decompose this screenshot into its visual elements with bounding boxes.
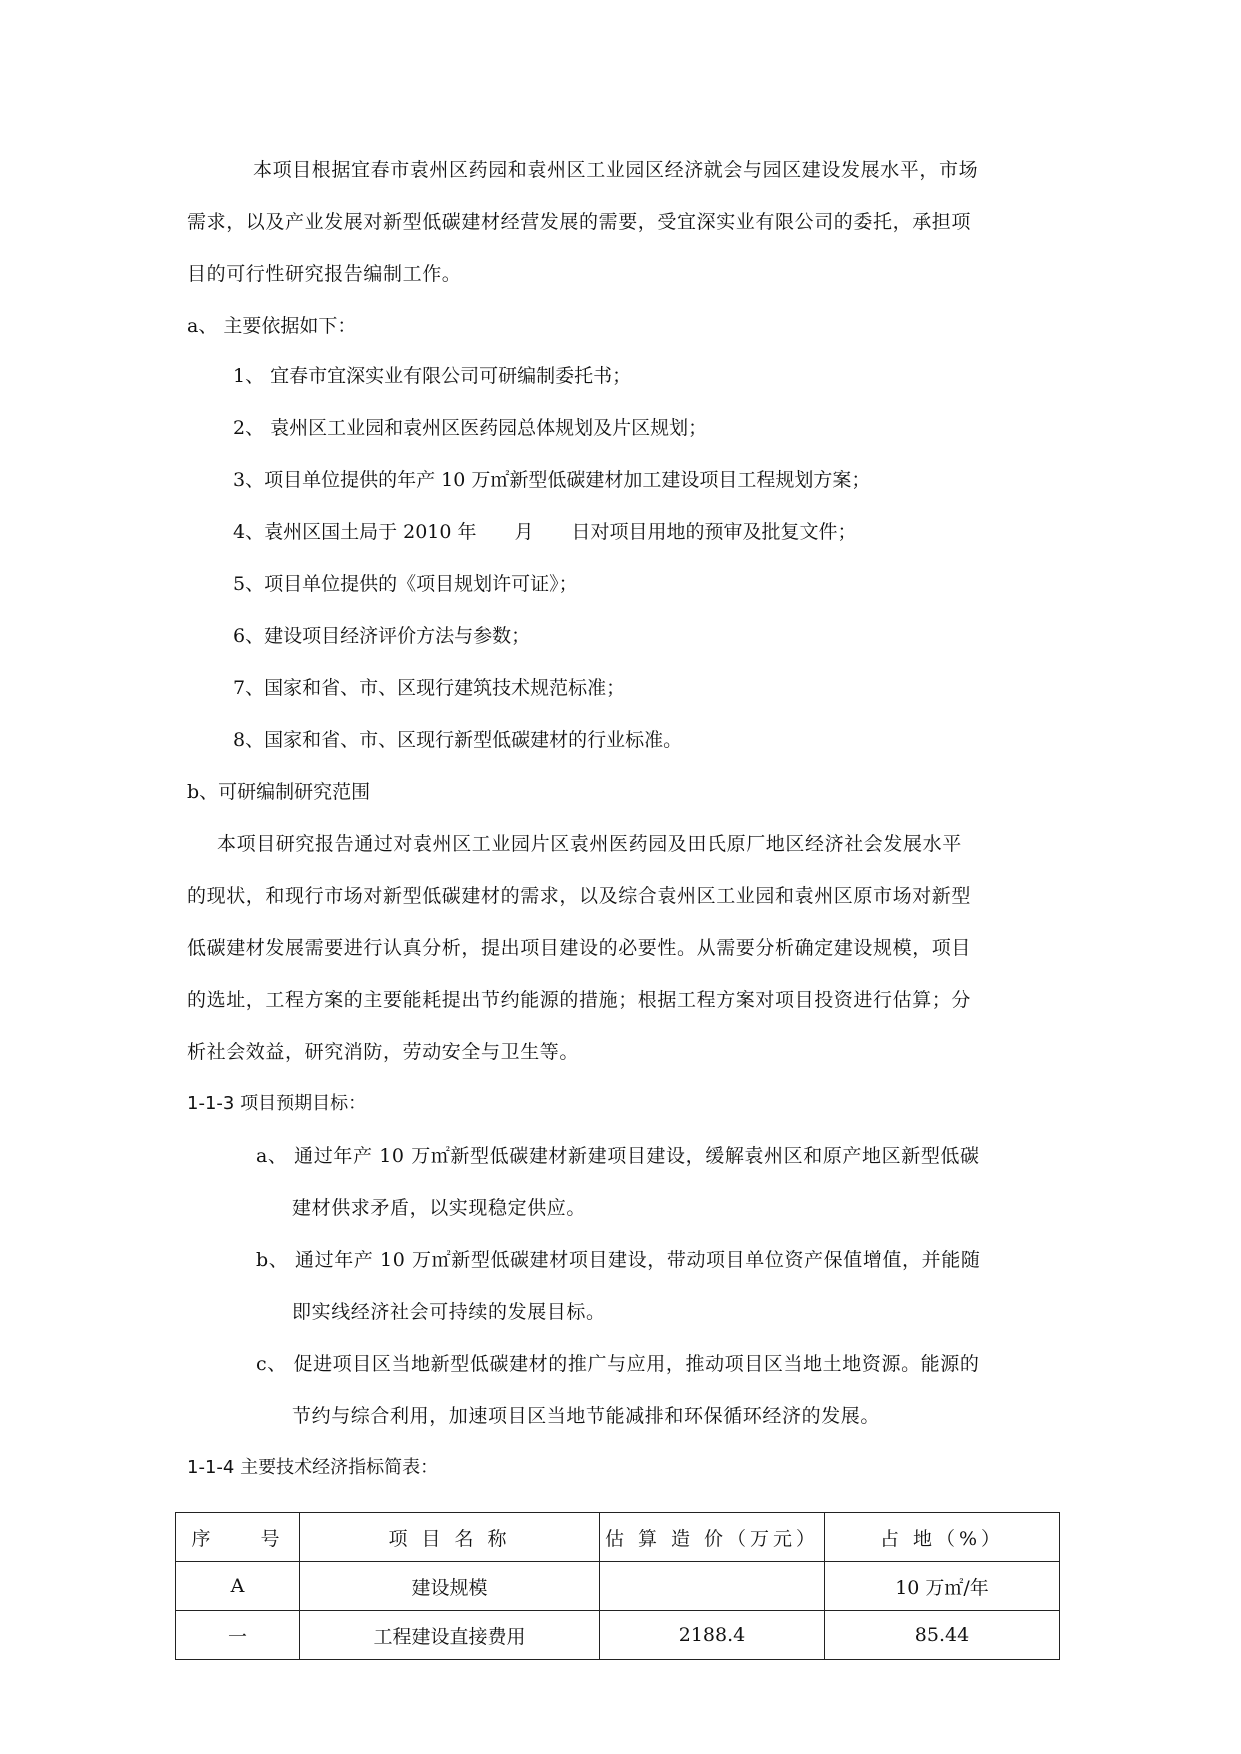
intro-line-1: 本项目根据宜春市袁州区药园和袁州区工业园区经济就会与园区建设发展水平，市场 [253,159,979,181]
indicator-table [175,1512,1060,1660]
cell-land: 85.44 [825,1611,1060,1660]
header-index: 序 号 [176,1513,300,1562]
header-land: 占 地（%） [825,1513,1060,1562]
goal-c-line-2: 节约与综合利用，加速项目区当地节能减排和环保循环经济的发展。 [292,1405,881,1427]
intro-line-3: 目的可行性研究报告编制工作。 [187,263,462,285]
goal-a-line-2: 建材供求矛盾，以实现稳定供应。 [292,1197,587,1219]
basis-item-2: 2、 袁州区工业园和袁州区医药园总体规划及片区规划； [233,417,708,439]
goal-c-line-1: c、 促进项目区当地新型低碳建材的推广与应用，推动项目区当地土地资源。能源的 [256,1353,980,1375]
scope-line-1: 本项目研究报告通过对袁州区工业园片区袁州医药园及田氏原厂地区经济社会发展水平 [217,833,962,855]
cell-item-name: 建设规模 [300,1562,600,1611]
basis-item-8: 8、国家和省、市、区现行新型低碳建材的行业标准。 [233,729,683,751]
cell-index: 一 [176,1611,300,1660]
scope-line-2: 的现状，和现行市场对新型低碳建材的需求，以及综合袁州区工业园和袁州区原市场对新型 [187,885,972,907]
goals-heading: 1-1-3 项目预期目标： [187,1093,367,1114]
scope-heading: b、可研编制研究范围 [187,781,371,803]
cell-item-name: 工程建设直接费用 [300,1611,600,1660]
goal-b-line-1: b、 通过年产 10 万㎡新型低碳建材项目建设，带动项目单位资产保值增值，并能随 [256,1249,981,1271]
goal-a-line-1: a、 通过年产 10 万㎡新型低碳建材新建项目建设，缓解袁州区和原产地区新型低碳 [256,1145,980,1167]
basis-item-4: 4、袁州区国土局于 2010 年 月 日对项目用地的预审及批复文件； [233,521,857,543]
basis-item-7: 7、国家和省、市、区现行建筑技术规范标准； [233,677,626,699]
scope-line-5: 析社会效益，研究消防，劳动安全与卫生等。 [187,1041,580,1063]
table-header-row [176,1513,1060,1562]
basis-item-5: 5、项目单位提供的《项目规划许可证》； [233,573,578,595]
table-row [176,1562,1060,1611]
scope-line-4: 的选址，工程方案的主要能耗提出节约能源的措施；根据工程方案对项目投资进行估算；分 [187,989,972,1011]
goal-b-line-2: 即实线经济社会可持续的发展目标。 [292,1301,606,1323]
cell-index: A [176,1562,300,1611]
basis-item-6: 6、建设项目经济评价方法与参数； [233,625,531,647]
scope-line-3: 低碳建材发展需要进行认真分析，提出项目建设的必要性。从需要分析确定建设规模，项目 [187,937,972,959]
header-cost: 估 算 造 价（万元） [600,1513,825,1562]
intro-line-2: 需求，以及产业发展对新型低碳建材经营发展的需要，受宜深实业有限公司的委托，承担项 [187,211,972,233]
cell-cost [600,1562,825,1611]
table-heading: 1-1-4 主要技术经济指标简表： [187,1457,439,1478]
cell-land: 10 万㎡/年 [825,1562,1060,1611]
basis-heading: a、 主要依据如下： [187,315,357,337]
table-row [176,1611,1060,1660]
basis-item-3: 3、项目单位提供的年产 10 万㎡新型低碳建材加工建设项目工程规划方案； [233,469,871,491]
basis-item-1: 1、 宜春市宜深实业有限公司可研编制委托书； [233,365,632,387]
cell-cost: 2188.4 [600,1611,825,1660]
header-item-name: 项 目 名 称 [300,1513,600,1562]
